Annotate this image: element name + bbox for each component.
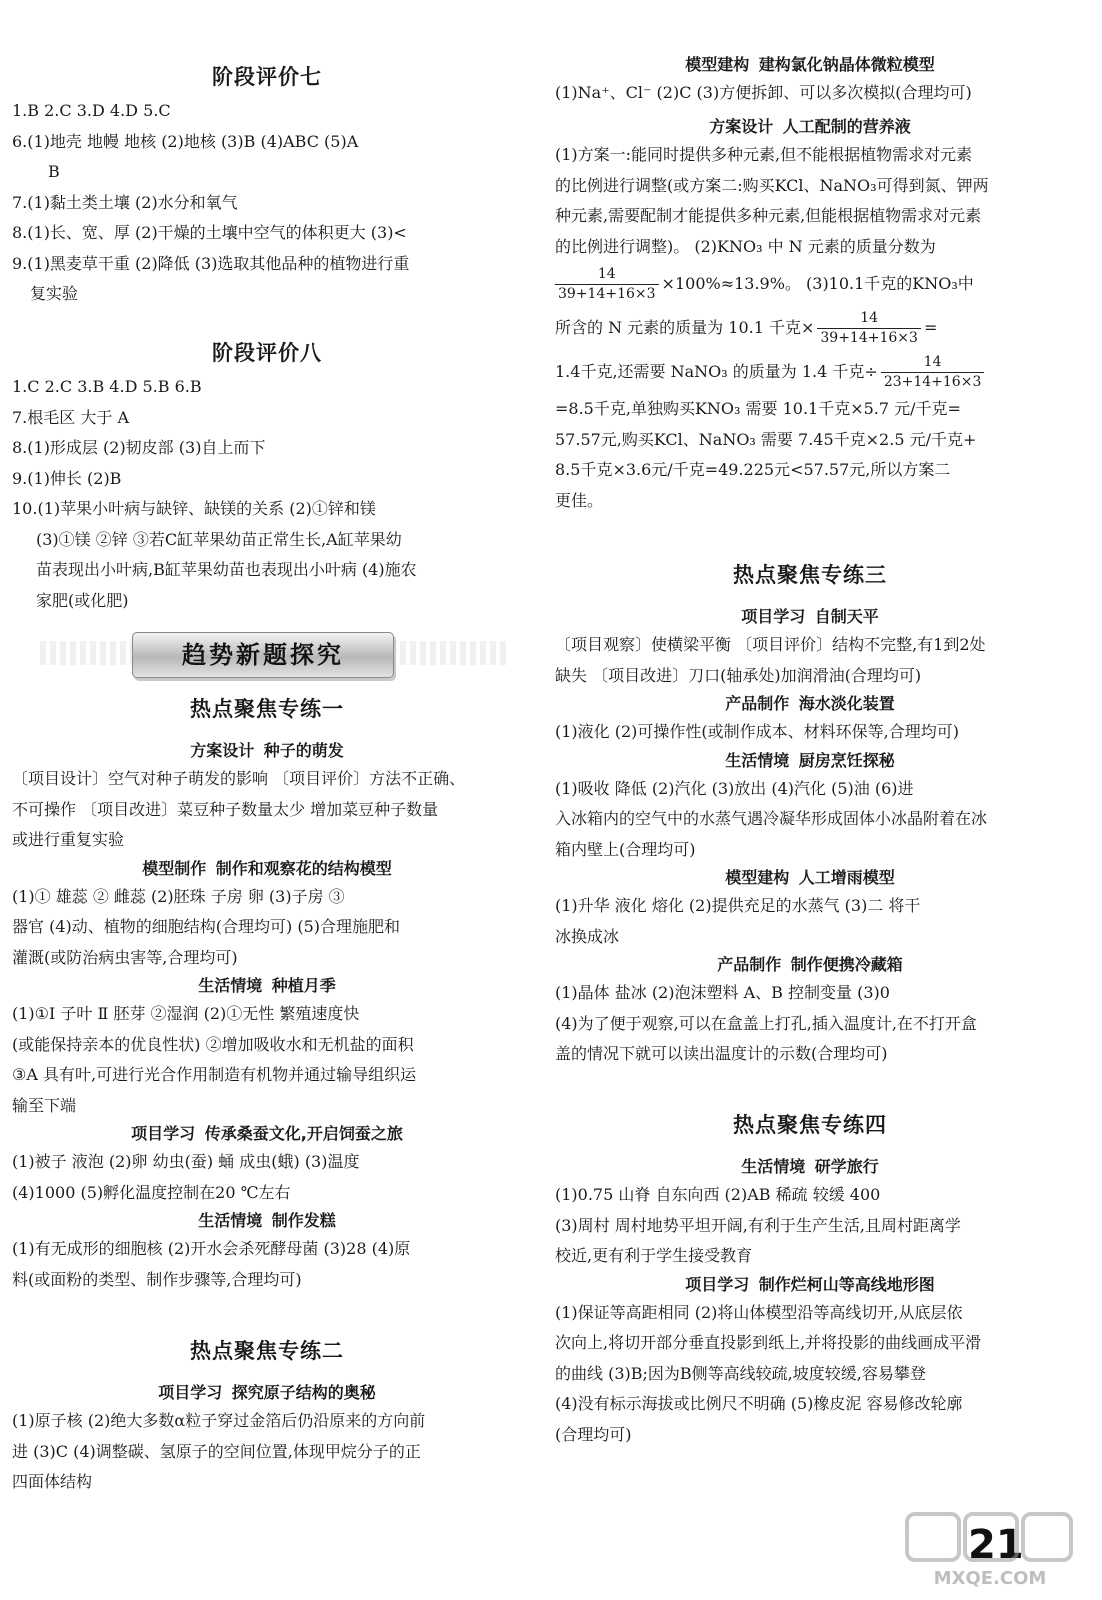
subsection-title: 模型建构 人工增雨模型 <box>725 868 895 887</box>
answer-line: 箱内壁上(合理均可) <box>555 839 696 859</box>
section-nacl-model <box>555 52 1065 109</box>
section-title: 阶段评价八 <box>212 341 322 365</box>
answer-line: 7.根毛区 大于 A <box>12 407 129 427</box>
answer-line: 缺失 〔项目改进〕刀口(轴承处)加润滑油(合理均可) <box>555 665 922 685</box>
answer-line: B <box>48 162 60 181</box>
answer-line: 57.57元,购买KCl、NaNO₃ 需要 7.45千克×2.5 元/千克+ <box>555 429 977 449</box>
answer-line: (1)① 雄蕊 ② 雌蕊 (2)胚珠 子房 卵 (3)子房 ③ <box>12 886 345 906</box>
answer-line: 料(或面粉的类型、制作步骤等,合理均可) <box>12 1269 302 1289</box>
answer-line: (1)液化 (2)可操作性(或制作成本、材料环保等,合理均可) <box>555 722 959 741</box>
subsection-title: 模型建构 建构氯化钠晶体微粒模型 <box>685 55 935 74</box>
section-title: 热点聚焦专练一 <box>190 697 344 721</box>
section-stage-eight <box>12 338 522 616</box>
answer-line: 次向上,将切开部分垂直投影到纸上,并将投影的曲线画成平滑 <box>555 1333 982 1352</box>
answer-line: 盖的情况下就可以读出温度计的示数(合理均可) <box>555 1044 888 1063</box>
subsection-title: 项目学习 制作烂柯山等高线地形图 <box>685 1274 935 1294</box>
subsection-title: 方案设计 人工配制的营养液 <box>709 117 911 136</box>
answer-line: 校近,更有利于学生接受教育 <box>555 1246 753 1265</box>
answer-line: =8.5千克,单独购买KNO₃ 需要 10.1千克×5.7 元/千克= <box>555 399 961 418</box>
answer-line: (1)原子核 (2)绝大多数α粒子穿过金箔后仍沿原来的方向前 <box>12 1411 426 1430</box>
answer-line: (1)吸收 降低 (2)汽化 (3)放出 (4)汽化 (5)油 (6)进 <box>555 778 914 798</box>
answer-line: 6.(1)地壳 地幔 地核 (2)地核 (3)B (4)ABC (5)A <box>12 131 359 151</box>
trend-banner: 趋势新题探究 <box>132 632 394 678</box>
answer-line: 苗表现出小叶病,B缸苹果幼苗也表现出小叶病 (4)施农 <box>36 560 417 579</box>
answer-line: 复实验 <box>30 284 79 303</box>
formula-line: 所含的 N 元素的质量为 10.1 千克× $\frac{14}{39+14+16\times 3}$ = <box>555 310 938 346</box>
answer-line: (1)被子 液泡 (2)卵 幼虫(蚕) 蛹 成虫(蛾) (3)温度 <box>12 1152 360 1171</box>
section-nutrient-solution <box>555 114 1065 516</box>
subsection-title: 生活情境 研学旅行 <box>741 1157 879 1176</box>
answer-line: 的比例进行调整)。 (2)KNO₃ 中 N 元素的质量分数为 <box>555 236 936 256</box>
answer-line: (1)升华 液化 熔化 (2)提供充足的水蒸气 (3)二 将干 <box>555 896 921 915</box>
watermark-logo-icon <box>905 1512 1075 1590</box>
fraction: $\frac{14}{39+14+16\times 3}$ <box>817 309 921 348</box>
fraction: $\frac{14}{39+14+16\times 3}$ <box>555 265 659 304</box>
subsection-title: 项目学习 自制天平 <box>741 607 879 626</box>
subsection-title: 项目学习 探究原子结构的奥秘 <box>158 1383 376 1402</box>
answer-line: (1)方案一:能同时提供多种元素,但不能根据植物需求对元素 <box>555 145 973 164</box>
answer-line: 的曲线 (3)B;因为B侧等高线较疏,坡度较缓,容易攀登 <box>555 1363 926 1383</box>
answer-line: 更佳。 <box>555 490 604 510</box>
answer-line: (1)0.75 山脊 自东向西 (2)AB 稀疏 较缓 400 <box>555 1185 881 1204</box>
answer-line: 灌溉(或防治病虫害等,合理均可) <box>12 947 238 967</box>
answer-line: (4)1000 (5)孵化温度控制在20 ℃左右 <box>12 1182 291 1202</box>
answer-line: (3)①镁 ②锌 ③若C缸苹果幼苗正常生长,A缸苹果幼 <box>36 529 402 549</box>
answer-line: (合理均可) <box>555 1424 632 1444</box>
section-title: 热点聚焦专练二 <box>190 1339 344 1363</box>
answer-line: (1)晶体 盐冰 (2)泡沫塑料 A、B 控制变量 (3)0 <box>555 983 890 1002</box>
section-focus-one <box>12 694 522 1295</box>
subsection-title: 项目学习 传承桑蚕文化,开启饲蚕之旅 <box>131 1124 403 1143</box>
answer-line: 1.C 2.C 3.B 4.D 5.B 6.B <box>12 377 202 396</box>
formula-line: 1.4千克,还需要 NaNO₃ 的质量为 1.4 千克÷ $\frac{14}{23+14+16\times 3}$ <box>555 350 1065 394</box>
section-focus-four <box>555 1110 1065 1450</box>
answer-line: 或进行重复实验 <box>12 830 125 849</box>
section-focus-two <box>12 1336 522 1498</box>
answer-line: (1)Na⁺、Cl⁻ (2)C (3)方便拆卸、可以多次模拟(合理均可) <box>555 83 972 102</box>
subsection-title: 产品制作 海水淡化装置 <box>725 694 895 713</box>
answer-line: 〔项目设计〕空气对种子萌发的影响 〔项目评价〕方法不正确、 <box>12 769 466 788</box>
answer-line: 种元素,需要配制才能提供多种元素,但能根据植物需求对元素 <box>555 206 982 225</box>
answer-line: (或能保持亲本的优良性状) ②增加吸收水和无机盐的面积 <box>12 1034 414 1054</box>
page-number: 21 <box>968 1522 1024 1568</box>
answer-line: 器官 (4)动、植物的细胞结构(合理均可) (5)合理施肥和 <box>12 917 400 936</box>
answer-line: (4)没有标示海拔或比例尺不明确 (5)橡皮泥 容易修改轮廓 <box>555 1394 963 1413</box>
section-title: 热点聚焦专练四 <box>733 1113 887 1137</box>
subsection-title: 模型制作 制作和观察花的结构模型 <box>142 858 392 878</box>
answer-line: 家肥(或化肥) <box>36 590 129 610</box>
answer-line: 9.(1)黑麦草干重 (2)降低 (3)选取其他品种的植物进行重 <box>12 253 410 273</box>
answer-line: 的比例进行调整(或方案二:购买KCl、NaNO₃可得到氮、钾两 <box>555 175 989 195</box>
section-focus-three <box>555 560 1065 1070</box>
fraction: $\frac{14}{23+14+16\times 3}$ <box>881 353 985 392</box>
answer-line: (4)为了便于观察,可以在盒盖上打孔,插入温度计,在不打开盒 <box>555 1013 977 1033</box>
answer-line: 1.B 2.C 3.D 4.D 5.C <box>12 101 171 120</box>
answer-line: (3)周村 周村地势平坦开阔,有利于生产生活,且周村距离学 <box>555 1215 961 1235</box>
subsection-title: 生活情境 种植月季 <box>198 976 336 995</box>
section-stage-seven <box>12 62 522 310</box>
answer-line: (1)有无成形的细胞核 (2)开水会杀死酵母菌 (3)28 (4)原 <box>12 1239 411 1258</box>
answer-line: 〔项目观察〕使横梁平衡 〔项目评价〕结构不完整,有1到2处 <box>555 635 986 654</box>
answer-line: 9.(1)伸长 (2)B <box>12 468 122 488</box>
answer-line: 四面体结构 <box>12 1472 93 1491</box>
subsection-title: 生活情境 制作发糕 <box>198 1211 336 1230</box>
answer-line: (1)保证等高距相同 (2)将山体模型沿等高线切开,从底层依 <box>555 1302 963 1322</box>
answer-line: 不可操作 〔项目改进〕菜豆种子数量太少 增加菜豆种子数量 <box>12 799 439 819</box>
answer-line: 8.(1)长、宽、厚 (2)干燥的土壤中空气的体积更大 (3)< <box>12 223 407 242</box>
answer-line: 10.(1)苹果小叶病与缺锌、缺镁的关系 (2)①锌和镁 <box>12 499 376 518</box>
answer-line: ③A 具有叶,可进行光合作用制造有机物并通过输导组织运 <box>12 1065 417 1084</box>
answer-line: 入冰箱内的空气中的水蒸气遇冷凝华形成固体小冰晶附着在冰 <box>555 809 988 828</box>
answer-line: 8.(1)形成层 (2)韧皮部 (3)自上而下 <box>12 438 266 457</box>
answer-line: 8.5千克×3.6元/千克=49.225元<57.57元,所以方案二 <box>555 460 951 479</box>
subsection-title: 产品制作 制作便携冷藏箱 <box>717 955 903 974</box>
answer-line: 进 (3)C (4)调整碳、氢原子的空间位置,体现甲烷分子的正 <box>12 1441 421 1461</box>
subsection-title: 方案设计 种子的萌发 <box>190 741 344 760</box>
answer-line: 7.(1)黏土类土壤 (2)水分和氧气 <box>12 192 238 212</box>
answer-line: 冰换成冰 <box>555 926 620 946</box>
section-title: 热点聚焦专练三 <box>733 563 887 587</box>
section-title: 阶段评价七 <box>212 65 322 89</box>
answer-line: (1)①Ⅰ 子叶 Ⅱ 胚芽 ②湿润 (2)①无性 繁殖速度快 <box>12 1004 360 1023</box>
formula-line: $\frac{14}{39+14+16\times 3}$ ×100%≈13.9%。 (3)10.1千克的KNO₃中 <box>555 262 1065 306</box>
subsection-title: 生活情境 厨房烹饪探秘 <box>725 750 895 770</box>
answer-line: 输至下端 <box>12 1095 77 1115</box>
watermark-text: MXQE.COM <box>933 1568 1047 1589</box>
